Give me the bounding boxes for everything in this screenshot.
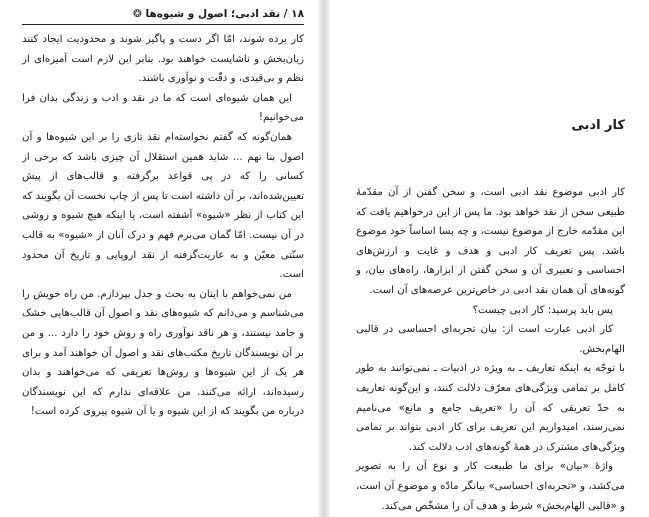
- paragraph: کار برده شوند، امّا اگر دست و پاگیر شوند و محدودیت ایجاد کنند زیان‌بخش و ناشایست خواهند بود. بنابر این لازم است آمیزه‌ای از نظم و بی‌قیدی، و دقّت و نوآوری باشند.: [22, 34, 304, 85]
- paragraph: کار ادبی موضوع نقد ادبی است، و سخن گفتن از آن مقدّمهٔ طبیعی سخن از نقد خواهد بود. ما پس از این درخواهیم یافت که این مقدّمه خارج از موضوع نیست، و چه بسا اساساً خود موضوع باشد. پس تعریف کار ادبی و هدف و غایت و ارزش‌های احساسی و تعبیری آن و سخن گفتن از ابزارها، راه‌های بیان، و گونه‌های آن همان نقد ادبی در خاص‌ترین عرصه‌های آن است.: [356, 187, 625, 296]
- paragraph: من نمی‌خواهم با اینان به بحث و جدل بپردازم. من راه خویش را می‌شناسم و می‌دانم که شیوه‌های نقد و اصول آن قالب‌هایی خشک و جامد نیستند، و هر ناقد نوآوری راه و روش خود را دارد ... و من بر آن نویسندگان تاریخ مکتب‌های نقد و اصول آن خواهند آمد و برای هر یک از این شیوه‌ها و روش‌ها تعریفی که می‌خواهند و بدان رسیده‌اند، ارائه می‌کنند. من علاقه‌ای ندارم که این نویسندگان درباره من بگویند که از این شیوه و یا آن شیوه پیروی کرده است!: [22, 288, 304, 418]
- right-page-body: [356, 183, 625, 516]
- book-gutter: [318, 0, 330, 517]
- chapter-title: کار ادبی: [571, 118, 625, 133]
- running-head-text: ۱۸ / نقد ادبی؛ اصول و شیوه‌ها ❂: [133, 8, 304, 20]
- paragraph: واژهٔ «بیان» برای ما طبیعت کار و نوع آن را به تصویر می‌کشد، و «تجربه‌ای احساسی» بیانگر مادّه و موضوع آن است، و «قالبی الهام‌بخش» شرط و هدف آن را مشخّص می‌کند.: [356, 461, 625, 512]
- paragraph: همان‌گونه که گفتم نخواسته‌ام نقد تازی را بر این شیوه‌ها و آن اصول بنا نهم ... شاید همین استقلال آن چیزی باشد که برخی از کسانی را که در پی قواعد برگرفته و قالب‌های از پیش تعیین‌شده‌اند، بر آن داشته است تا پس از چاپ نخست آن بگویند که این کتاب از نظر «شیوه» آشفته است، یا اینکه هیچ شیوه و روشی در آن نیست. امّا گمان می‌برم فهم و درک آنان از «شیوه» به قالب سنّتی معیّن و به عاریت‌گرفته از نقد اروپایی و تاریخ آن محدود است.: [22, 131, 304, 281]
- left-page: [0, 0, 318, 517]
- running-head: [22, 6, 304, 25]
- paragraph: این همان شیوه‌ای است که ما در نقد و ادب و زندگی بدان فرا می‌خوانیم!: [22, 92, 304, 124]
- left-page-body: [22, 30, 304, 422]
- paragraph: پس باید پرسید: کار ادبی چیست؟: [472, 304, 613, 316]
- paragraph: با توجّه به اینکه تعاریف ـ به ویژه در ادبیات ـ نمی‌توانند به طور کامل بر تمامی ویژگی‌های معرّف دلالت کنند، و این‌گونه تعاریف به حدّ تعریفی که آن را «تعریف جامع و مانع» می‌نامیم نمی‌رسند، امیدواریم این تعریف برای کار ادبی بتواند بر تمامی ویژگی‌های مشترک در همهٔ گونه‌های ادب دلالت کند.: [356, 363, 625, 453]
- paragraph: کار ادبی عبارت است از: بیان تجربه‌ای احساسی در قالبی الهام‌بخش.: [356, 324, 625, 355]
- right-page: [330, 0, 649, 517]
